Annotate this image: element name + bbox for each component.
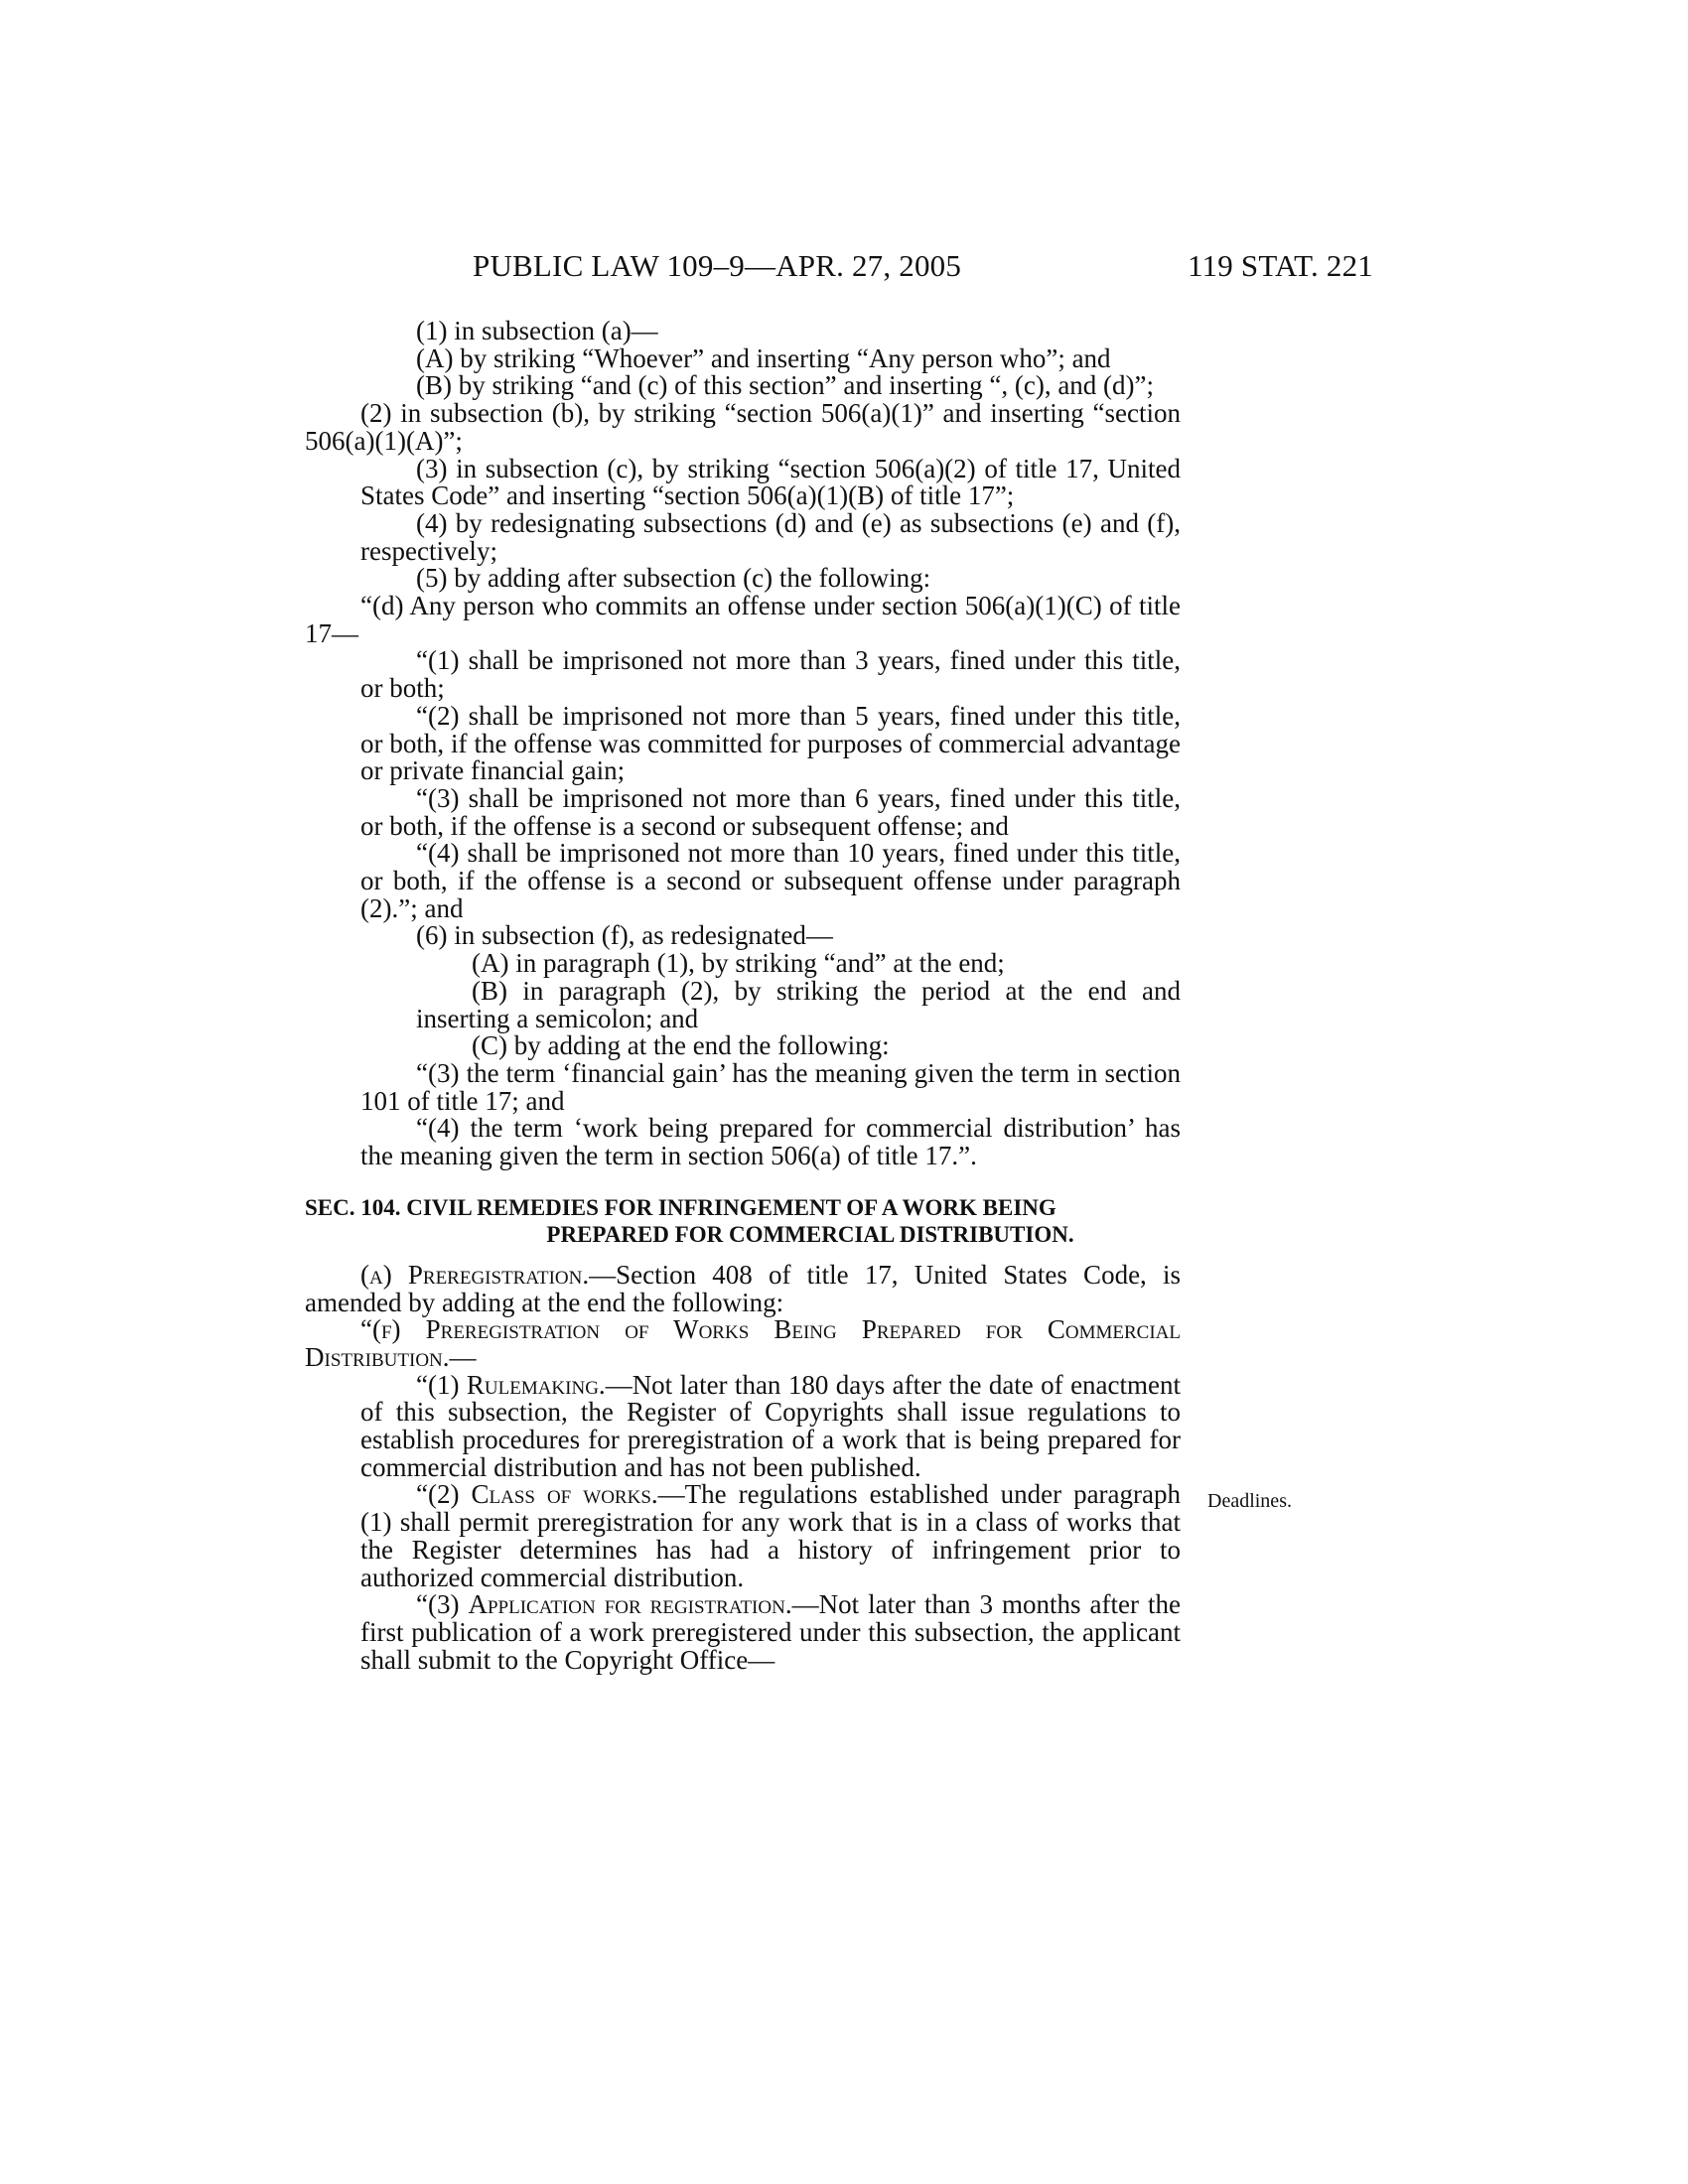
amendment-6: (6) in subsection (f), as redesignated— xyxy=(416,920,833,951)
paragraph-2-class-of-works xyxy=(305,1481,1181,1591)
paragraph-2-heading: Class of works. xyxy=(471,1479,658,1510)
amendment-6-a: (A) in paragraph (1), by striking “and” at the end; xyxy=(472,948,1005,979)
inserted-d-1: “(1) shall be imprisoned not more than 3 years, fined under this title, or both; xyxy=(360,645,1181,704)
margin-note-deadlines: Deadlines. xyxy=(1207,1490,1292,1512)
paragraph-1-heading: Rulemaking. xyxy=(466,1369,606,1400)
subsection-a-heading: (a) Preregistration. xyxy=(360,1259,590,1290)
amendment-1-a: (A) by striking “Whoever” and inserting “Any person who”; and xyxy=(416,342,1111,373)
inserted-f-3: “(3) the term ‘financial gain’ has the meaning given the term in section 101 of title 17; and xyxy=(360,1057,1181,1116)
section-heading-line2: PREPARED FOR COMMERCIAL DISTRIBUTION. xyxy=(546,1221,1074,1247)
statute-page-number: 119 STAT. 221 xyxy=(1188,248,1373,283)
paragraph-1-text: —Not later than 180 days after the date of enactment of this subsection, the Register of Copyrights shall issue regulations to establish procedures for preregistration of a work that is being prepared for commercial distribution and has not been published. xyxy=(360,1369,1182,1482)
amendment-5: (5) by adding after subsection (c) the following: xyxy=(416,563,931,594)
running-header-title: PUBLIC LAW 109–9—APR. 27, 2005 xyxy=(473,248,962,283)
document-body xyxy=(305,318,1181,1674)
inserted-subsection-d: “(d) Any person who commits an offense under section 506(a)(1)(C) of title 17— xyxy=(305,591,1181,648)
inserted-d-4: “(4) shall be imprisoned not more than 10 years, fined under this title, or both, if the offense is a second or subsequent offense under paragraph (2).”; and xyxy=(360,838,1181,923)
inserted-d-3: “(3) shall be imprisoned not more than 6 years, fined under this title, or both, if the offense is a second or subsequent offense; and xyxy=(360,782,1181,841)
amendment-1-b: (B) by striking “and (c) of this section” and inserting “, (c), and (d)”; xyxy=(416,370,1155,401)
inserted-d-2: “(2) shall be imprisoned not more than 5 years, fined under this title, or both, if the offense was committed for purposes of commercial advantage or private financial gain; xyxy=(360,700,1181,786)
new-subsection-f xyxy=(305,1316,1181,1371)
paragraph-3-number: “(3) xyxy=(416,1589,469,1620)
section-heading-line1: SEC. 104. CIVIL REMEDIES FOR INFRINGEMENT OF A WORK BEING xyxy=(305,1194,1056,1220)
paragraph-3-application xyxy=(305,1591,1181,1674)
new-subsection-f-heading: “(f) Preregistration of Works Being Prepared for Commercial Distribution. xyxy=(305,1314,1181,1372)
amendment-1: (1) in subsection (a)— xyxy=(416,316,658,345)
paragraph-3-text: —Not later than 3 months after the first publication of a work preregistered under this subsection, the applicant shall submit to the Copyright Office— xyxy=(360,1589,1181,1675)
amendment-6-c: (C) by adding at the end the following: xyxy=(472,1030,890,1061)
amendment-3: (3) in subsection (c), by striking “section 506(a)(2) of title 17, United States Code” and inserting “section 506(a)(1)(B) of title 17”; xyxy=(360,453,1181,511)
section-heading xyxy=(305,1194,1181,1248)
paragraph-3-heading: Application for registration. xyxy=(468,1589,792,1620)
subsection-a xyxy=(305,1259,1181,1317)
subsection-a-text: —Section 408 of title 17, United States Code, is amended by adding at the end the following: xyxy=(305,1259,1181,1317)
paragraph-1-number: “(1) xyxy=(416,1369,467,1400)
amendment-4: (4) by redesignating subsections (d) and (e) as subsections (e) and (f), respectively; xyxy=(360,507,1181,566)
paragraph-2-number: “(2) xyxy=(416,1479,472,1510)
new-subsection-f-dash: — xyxy=(449,1341,477,1372)
amendment-6-b: (B) in paragraph (2), by striking the period at the end and inserting a semicolon; and xyxy=(416,975,1181,1033)
paragraph-1-rulemaking xyxy=(305,1369,1182,1482)
inserted-f-4: “(4) the term ‘work being prepared for commercial distribution’ has the meaning given the term in section 506(a) of title 17.”. xyxy=(360,1113,1181,1171)
paragraph-2-text: —The regulations established under paragraph (1) shall permit preregistration for any work that is in a class of works that the Register determines has had a history of infringement prior to authorized commercial distribution. xyxy=(360,1479,1182,1592)
amendment-2: (2) in subsection (b), by striking “section 506(a)(1)” and inserting “section 506(a)(1)(A)”; xyxy=(305,398,1181,456)
